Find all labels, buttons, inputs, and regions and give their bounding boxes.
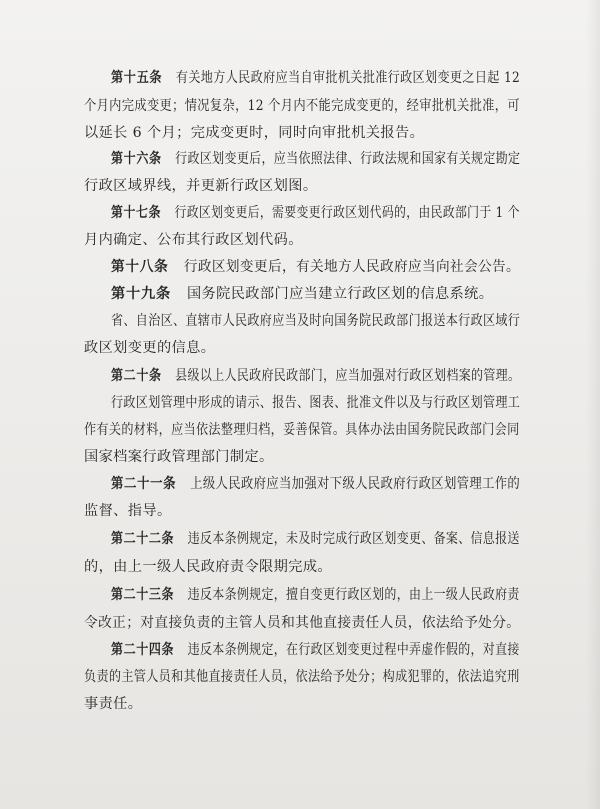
article-text: 负责的主管人员和其他直接责任人员，依法给予处分；构成犯罪的，依法追究刑 bbox=[84, 669, 520, 685]
article-first-line bbox=[111, 586, 520, 604]
article-first-line bbox=[111, 641, 520, 659]
article-text: 的，由上一级人民政府责令限期完成。 bbox=[84, 559, 332, 575]
article-first-line bbox=[111, 285, 493, 303]
article-number: 第十八条 bbox=[111, 259, 169, 275]
article-number: 第二十三条 bbox=[111, 587, 175, 603]
article-number: 第二十四条 bbox=[111, 642, 175, 658]
article-text: 以延长 6 个月；完成变更时，同时向审批机关报告。 bbox=[84, 125, 425, 141]
article-continuation-line bbox=[84, 668, 520, 686]
article-first-line bbox=[111, 204, 520, 222]
article-text: 行政区划变更后，有关地方人民政府应当向社会公告。 bbox=[183, 259, 521, 275]
article-number: 第十五条 bbox=[111, 70, 163, 86]
article-continuation-line bbox=[84, 558, 332, 576]
article-first-line bbox=[111, 530, 520, 548]
article-number: 第二十一条 bbox=[111, 476, 177, 492]
article-continuation-line bbox=[84, 339, 215, 357]
article-text: 个月内完成变更；情况复杂，12 个月内不能完成变更的，经审批机关批准，可 bbox=[84, 98, 520, 114]
article-continuation-line bbox=[84, 124, 424, 142]
article-text: 国务院民政部门应当建立行政区划的信息系统。 bbox=[186, 286, 494, 302]
article-text: 月内确定、公布其行政区划代码。 bbox=[84, 232, 303, 248]
article-text: 县级以上人民政府民政部门，应当加强对行政区划档案的管理。 bbox=[175, 368, 521, 384]
article-first-line bbox=[111, 312, 520, 330]
article-text: 有关地方人民政府应当自审批机关批准行政区划变更之日起 12 bbox=[175, 70, 521, 86]
article-text: 上级人民政府应当加强对下级人民政府行政区划管理工作的 bbox=[190, 476, 521, 492]
article-first-line bbox=[111, 258, 520, 276]
article-text: 行政区划变更后，应当依照法律、行政法规和国家有关规定勘定 bbox=[175, 151, 521, 167]
article-continuation-line bbox=[84, 231, 303, 249]
article-text: 违反本条例规定，在行政区划变更过程中弄虚作假的，对直接 bbox=[187, 642, 520, 658]
article-text: 监督、指导。 bbox=[84, 503, 172, 519]
article-text: 违反本条例规定，未及时完成行政区划变更、备案、信息报送 bbox=[187, 531, 520, 547]
article-continuation-line bbox=[84, 177, 317, 195]
article-text: 行政区域界线，并更新行政区划图。 bbox=[84, 178, 318, 194]
article-first-line bbox=[111, 367, 520, 385]
article-text: 行政区划变更后，需要变更行政区划代码的，由民政部门于 1 个 bbox=[174, 205, 520, 221]
article-text: 省、自治区、直辖市人民政府应当及时向国务院民政部门报送本行政区域行 bbox=[111, 313, 521, 329]
article-continuation-line bbox=[84, 695, 142, 713]
article-number: 第二十条 bbox=[111, 368, 162, 384]
page-edge-shadow bbox=[586, 0, 600, 809]
article-text: 作有关的材料，应当依法整理归档，妥善保管。具体办法由国务院民政部门会同 bbox=[84, 422, 520, 438]
article-text: 令改正；对直接负责的主管人员和其他直接责任人员，依法给予处分。 bbox=[84, 615, 521, 631]
article-first-line bbox=[111, 394, 520, 412]
article-continuation-line bbox=[84, 421, 520, 439]
article-number: 第二十二条 bbox=[111, 531, 175, 547]
article-continuation-line bbox=[84, 448, 274, 466]
article-text: 事责任。 bbox=[84, 696, 143, 712]
article-text: 行政区划管理中形成的请示、报告、图表、批准文件以及与行政区划管理工 bbox=[111, 395, 521, 411]
article-number: 第十九条 bbox=[111, 286, 171, 302]
article-first-line bbox=[111, 150, 520, 168]
article-first-line bbox=[111, 69, 520, 87]
article-continuation-line bbox=[84, 97, 520, 115]
article-continuation-line bbox=[84, 502, 172, 520]
article-number: 第十六条 bbox=[111, 151, 162, 167]
article-number: 第十七条 bbox=[111, 205, 162, 221]
article-text: 违反本条例规定，擅自变更行政区划的，由上一级人民政府责 bbox=[187, 587, 520, 603]
article-text: 国家档案行政管理部门制定。 bbox=[84, 449, 274, 465]
article-first-line bbox=[111, 475, 520, 493]
article-continuation-line bbox=[84, 614, 520, 632]
article-text: 政区划变更的信息。 bbox=[84, 340, 216, 356]
